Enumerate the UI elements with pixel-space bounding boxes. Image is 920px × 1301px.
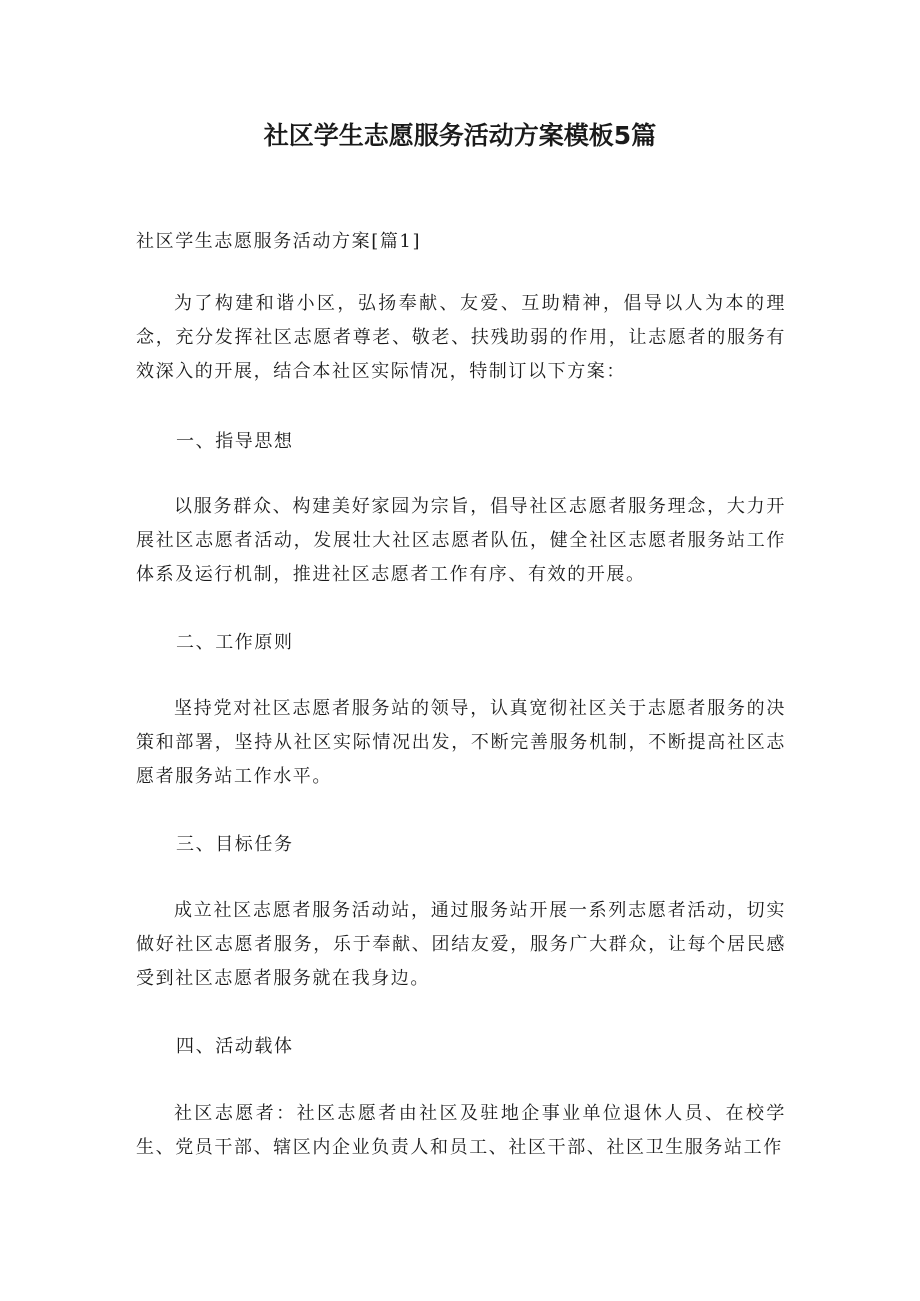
section-paragraph-goals-tasks: 成立社区志愿者服务活动站，通过服务站开展一系列志愿者活动，切实做好社区志愿者服务，乐于奉献、团结友爱，服务广大群众，让每个居民感受到社区志愿者服务就在我身边。 xyxy=(136,900,786,989)
section-heading-activity-carrier: 四、活动载体 xyxy=(176,1036,294,1057)
section-paragraph-work-principles: 坚持党对社区志愿者服务站的领导，认真宽彻社区关于志愿者服务的决策和部署，坚持从社区实际情况出发，不断完善服务机制，不断提高社区志愿者服务站工作水平。 xyxy=(136,698,786,787)
section-heading-work-principles: 二、工作原则 xyxy=(176,632,294,653)
intro-paragraph: 为了构建和谐小区，弘扬奉献、友爱、互助精神，倡导以人为本的理念，充分发挥社区志愿者尊老、敬老、扶残助弱的作用，让志愿者的服务有效深入的开展，结合本社区实际情况，特制订以下方案： xyxy=(136,293,786,382)
section-heading-goals-tasks: 三、目标任务 xyxy=(176,834,294,855)
section-paragraph-activity-carrier: 社区志愿者：社区志愿者由社区及驻地企事业单位退休人员、在校学生、党员干部、辖区内企业负责人和员工、社区干部、社区卫生服务站工作 xyxy=(136,1103,786,1158)
section-heading-guiding-thought: 一、指导思想 xyxy=(176,431,294,452)
document-subtitle: 社区学生志愿服务活动方案[篇1] xyxy=(136,231,422,252)
document-title: 社区学生志愿服务活动方案模板5篇 xyxy=(263,121,657,150)
section-paragraph-guiding-thought: 以服务群众、构建美好家园为宗旨，倡导社区志愿者服务理念，大力开展社区志愿者活动，发展壮大社区志愿者队伍，健全社区志愿者服务站工作体系及运行机制，推进社区志愿者工作有序、有效的开展。 xyxy=(136,496,786,585)
